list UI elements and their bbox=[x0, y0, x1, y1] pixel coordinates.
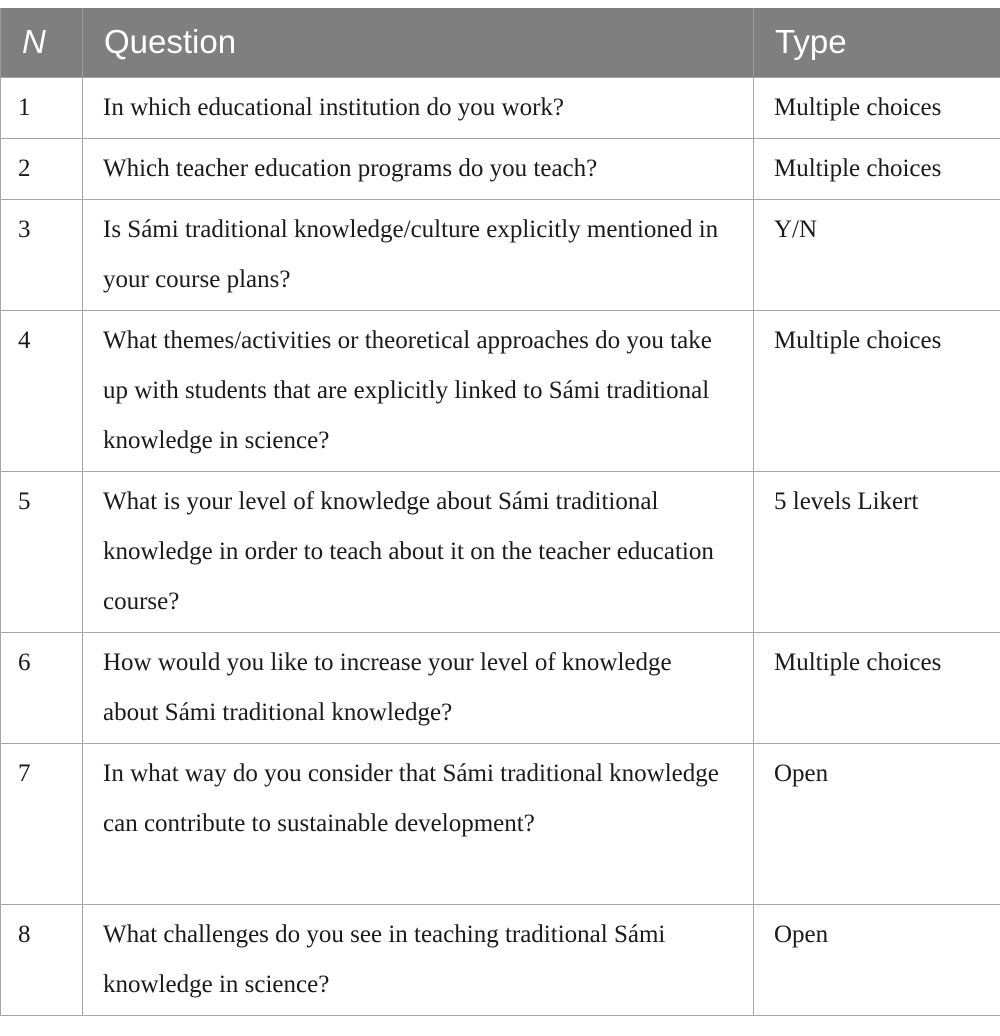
cell-n: 5 bbox=[1, 471, 83, 632]
cell-type: Multiple choices bbox=[754, 310, 1000, 471]
header-question: Question bbox=[83, 8, 754, 77]
header-n: N bbox=[1, 8, 83, 77]
cell-question: How would you like to increase your level of knowledge about Sámi traditional knowledge? bbox=[83, 632, 754, 743]
cell-n: 8 bbox=[1, 904, 83, 1015]
table-row bbox=[1, 632, 1000, 743]
header-type: Type bbox=[754, 8, 1000, 77]
table-header bbox=[1, 8, 1000, 77]
table-row bbox=[1, 138, 1000, 199]
questionnaire-table bbox=[0, 8, 1000, 1016]
table-row bbox=[1, 77, 1000, 138]
cell-type: Multiple choices bbox=[754, 77, 1000, 138]
table-row bbox=[1, 904, 1000, 1015]
cell-question: Is Sámi traditional knowledge/culture explicitly mentioned in your course plans? bbox=[83, 199, 754, 310]
cell-type: Y/N bbox=[754, 199, 1000, 310]
cell-question: What themes/activities or theoretical approaches do you take up with students that are explicitly linked to Sámi traditional knowledge in science? bbox=[83, 310, 754, 471]
cell-question: What is your level of knowledge about Sámi traditional knowledge in order to teach about it on the teacher education course? bbox=[83, 471, 754, 632]
cell-question: Which teacher education programs do you teach? bbox=[83, 138, 754, 199]
cell-n: 3 bbox=[1, 199, 83, 310]
cell-n: 2 bbox=[1, 138, 83, 199]
cell-type: Multiple choices bbox=[754, 138, 1000, 199]
cell-type: Open bbox=[754, 743, 1000, 904]
cell-question: In which educational institution do you work? bbox=[83, 77, 754, 138]
table-row bbox=[1, 199, 1000, 310]
table-row bbox=[1, 310, 1000, 471]
table-body bbox=[1, 77, 1000, 1015]
cell-type: Open bbox=[754, 904, 1000, 1015]
cell-question: What challenges do you see in teaching traditional Sámi knowledge in science? bbox=[83, 904, 754, 1015]
cell-n: 4 bbox=[1, 310, 83, 471]
cell-type: Multiple choices bbox=[754, 632, 1000, 743]
header-row bbox=[1, 8, 1000, 77]
cell-n: 1 bbox=[1, 77, 83, 138]
table-row bbox=[1, 743, 1000, 904]
cell-question: In what way do you consider that Sámi traditional knowledge can contribute to sustainable development? bbox=[83, 743, 754, 904]
table-row bbox=[1, 471, 1000, 632]
cell-n: 6 bbox=[1, 632, 83, 743]
cell-type: 5 levels Likert bbox=[754, 471, 1000, 632]
cell-n: 7 bbox=[1, 743, 83, 904]
